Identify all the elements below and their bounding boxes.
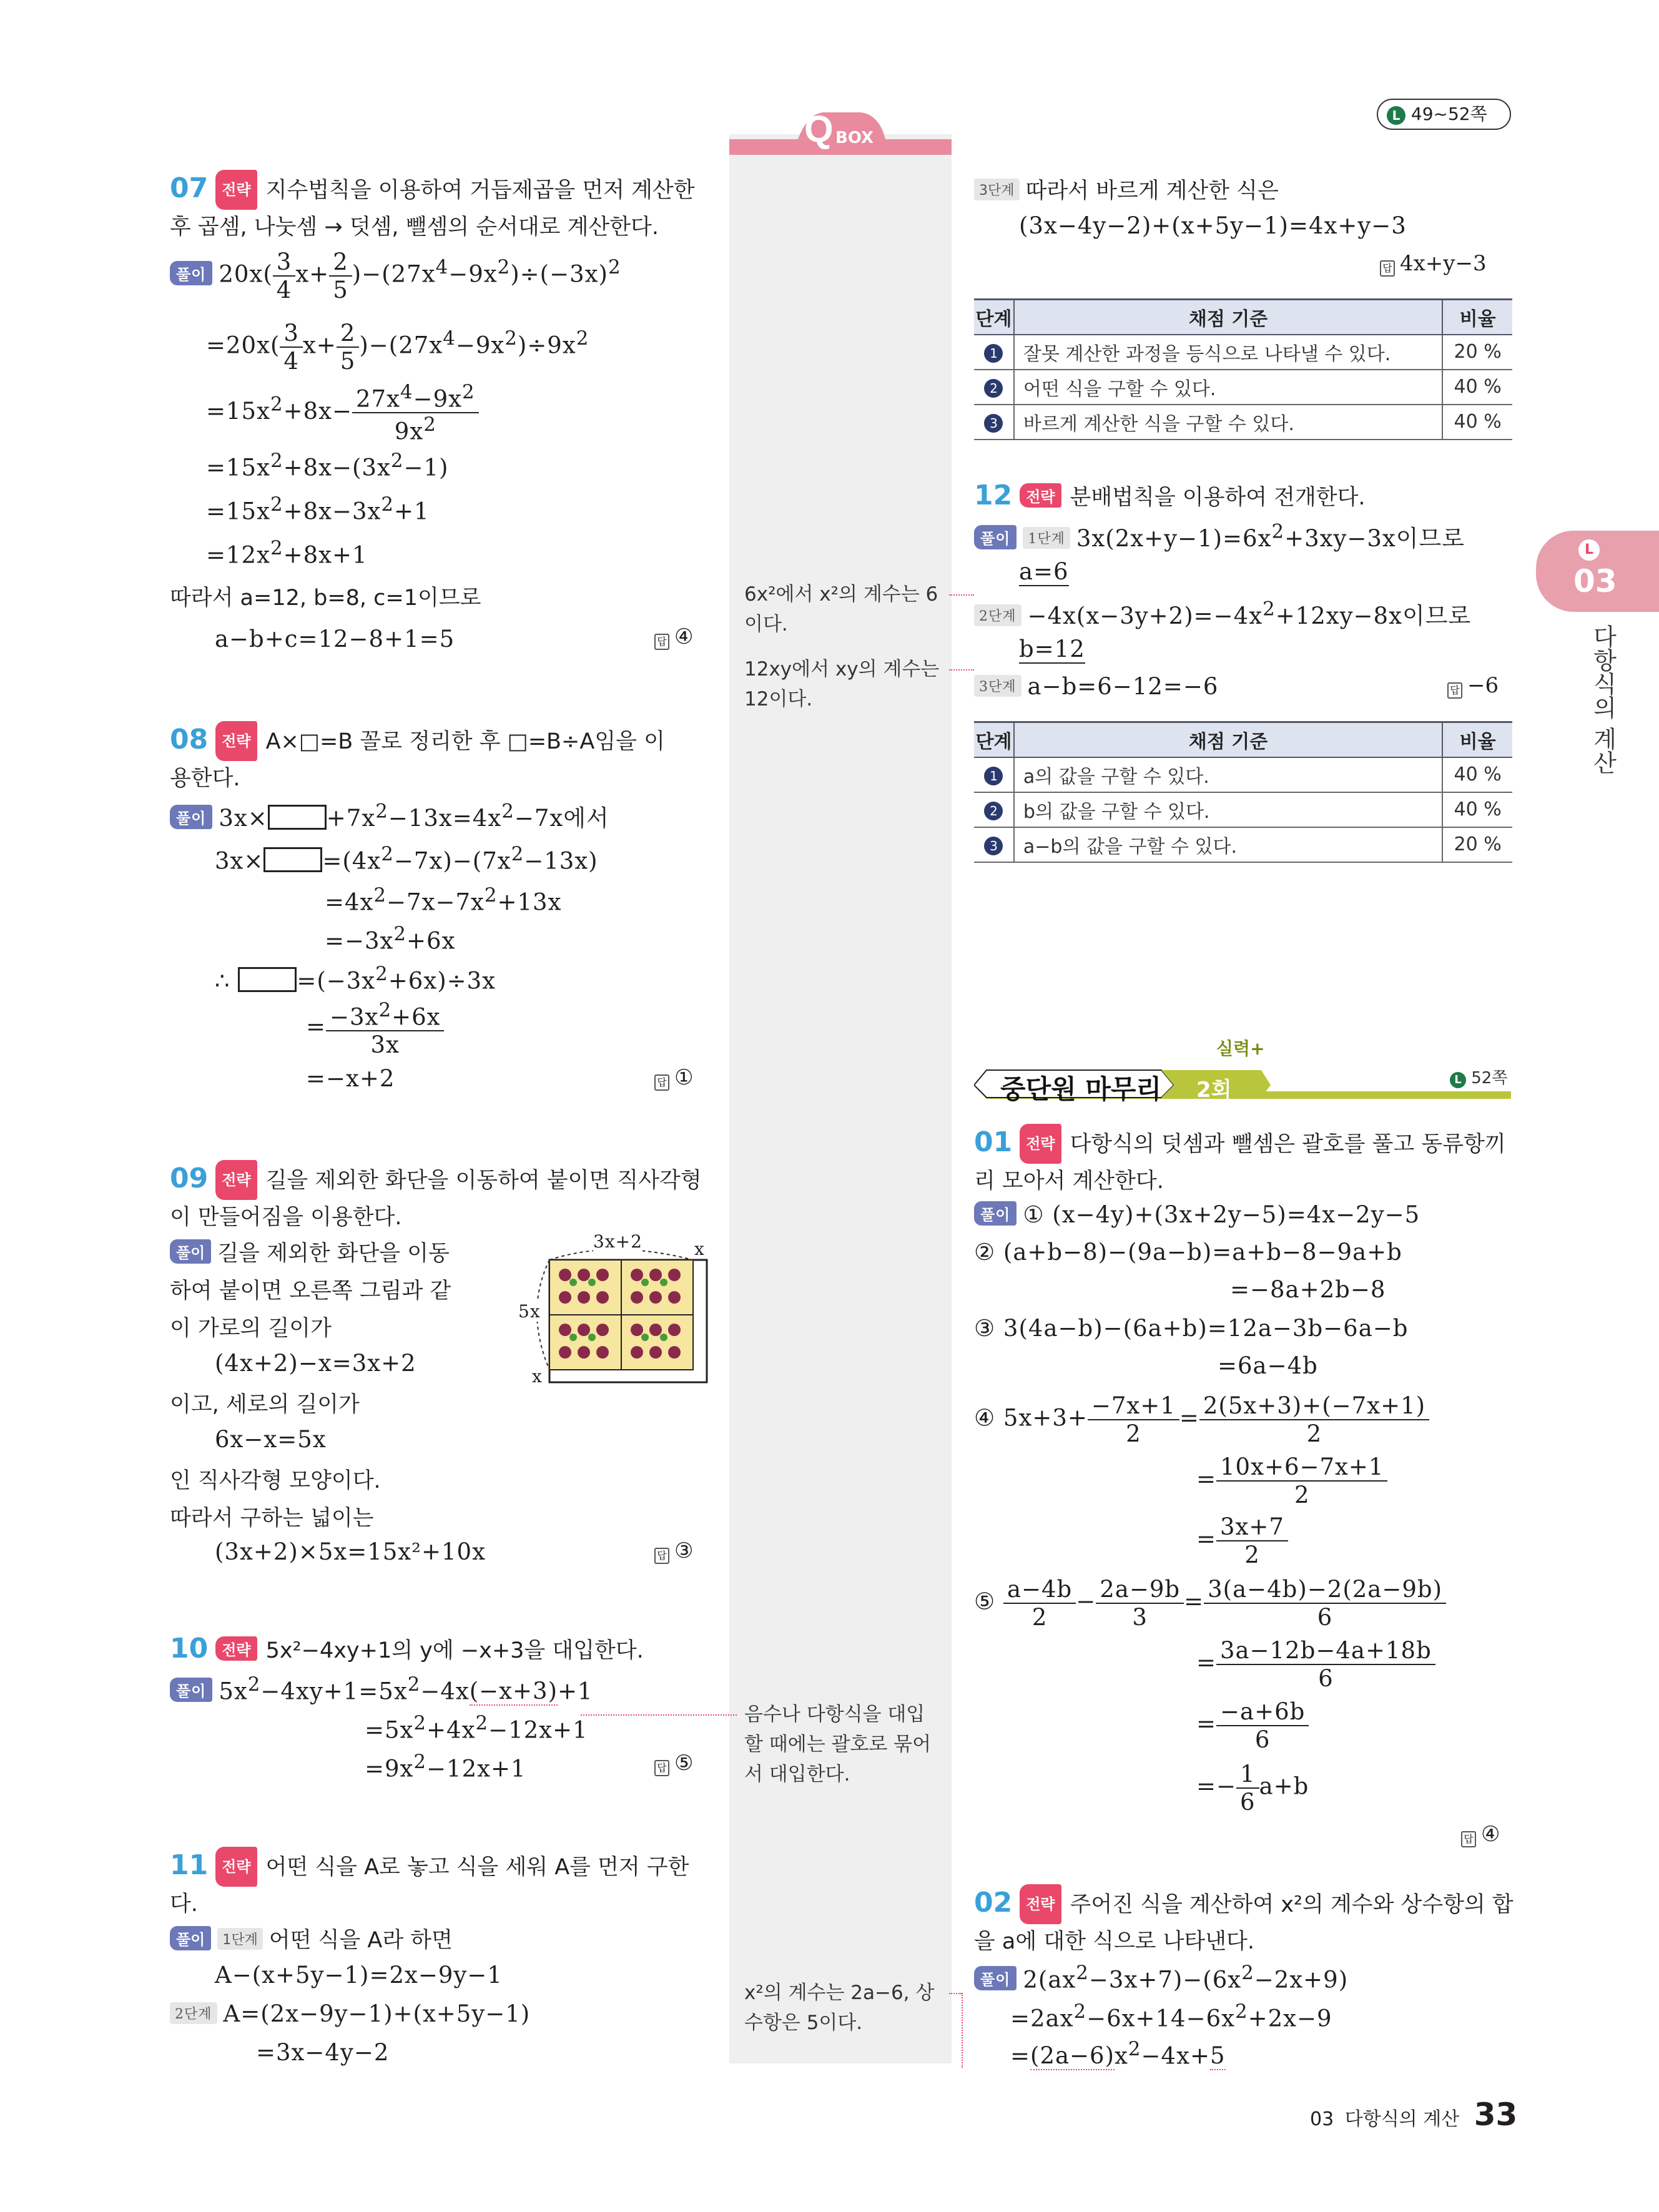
p08-line-4: $=-3x^2+6x$ xyxy=(325,923,456,955)
p07-line-5: $=15x^2+8x-3x^2+1$ xyxy=(206,493,430,525)
s01-line-3: =−8a+2b−8 xyxy=(1230,1276,1386,1303)
strategy-tag: 전략 xyxy=(1020,1124,1061,1164)
table-row: 1 a의 값을 구할 수 있다. 40 % xyxy=(974,757,1512,792)
p08-line-6: = $\frac{-3x^2+6x}{3x}$ xyxy=(306,999,444,1058)
s01-line-12: =− $\frac{1}{6}$ a+b xyxy=(1196,1761,1309,1816)
qbox-note-4: x²의 계수는 2a−6, 상 수항은 5이다. xyxy=(744,1982,935,2034)
p07-line-4: $=15x^2+8x-(3x^2-1)$ xyxy=(206,450,449,481)
p11-step1: 풀이 1단계 어떤 식을 A라 하면 xyxy=(170,1923,453,1954)
s01-line-2: ② (a+b−8)−(9a−b)=a+b−8−9a+b xyxy=(974,1239,1402,1266)
page-number: 33 xyxy=(1474,2096,1518,2133)
qbox-connector xyxy=(962,1993,963,2068)
problem-12: 12 전략 분배법칙을 이용하여 전개한다. xyxy=(974,479,1366,511)
p07-line-3: $=15x^2+8x-$ $\frac{27x^4-9x^2}{9x^2}$ xyxy=(206,381,479,445)
section-page-ref: L 52쪽 xyxy=(1450,1065,1507,1088)
p08-line-7: =−x+2 xyxy=(306,1065,395,1092)
problem-s01: 01 전략 다항식의 덧셈과 뺄셈은 괄호를 풀고 동류항끼 리 모아서 계산한다. xyxy=(974,1124,1512,1199)
p08-line-3: $=4x^2-7x-7x^2+13x$ xyxy=(325,884,562,916)
p07-final: a−b+c=12−8+1=5 xyxy=(215,626,455,652)
s01-line-7: = $\frac{10x+6-7x+1}{2}$ xyxy=(1196,1453,1387,1508)
p12-line-4: b=12 xyxy=(1019,636,1085,662)
garden-diagram xyxy=(518,1236,718,1398)
p12-line-2: a=6 xyxy=(1019,558,1069,585)
answer-icon: 답 xyxy=(654,1760,669,1776)
s01-line-8: = $\frac{3x+7}{2}$ xyxy=(1196,1513,1288,1568)
problem-09: 09 전략 길을 제외한 화단을 이동하여 붙이면 직사각형 이 만들어짐을 이용한다. xyxy=(170,1160,707,1235)
s01-line-4: ③ 3(4a−b)−(6a+b)=12a−3b−6a−b xyxy=(974,1315,1409,1342)
scoring-table-11: 단계 채점 기준 비율 1 잘못 계산한 과정을 등식으로 나타낼 수 있다. 20 % 2 어떤 식을 구할 수 있다. 40 % 3 바르게 계산한 식을 구할 수 있다. 40 % xyxy=(974,298,1512,440)
p10-line-3: $=9x^2-12x+1$ xyxy=(365,1751,526,1782)
problem-08: 08 전략 A×□=B 꼴로 정리한 후 □=B÷A임을 이 용한다. xyxy=(170,721,707,796)
p07-line-1: 풀이 20x( $\frac{3}{4}$ x+ $\frac{2}{5}$ )$-(27x^4-9x^2)\div(-3x)^2$ xyxy=(170,248,621,303)
s01-line-11: = $\frac{-a+6b}{6}$ xyxy=(1196,1698,1309,1753)
p09-figure: 3x+2 x 5x x xyxy=(518,1236,718,1398)
answer-icon: 답 xyxy=(654,1548,669,1564)
solution-tag: 풀이 xyxy=(170,1926,211,1950)
table-row: 3 바르게 계산한 식을 구할 수 있다. 40 % xyxy=(974,405,1512,440)
p07-answer: 답 ④ xyxy=(654,624,693,650)
p09-line-9: (3x+2)×5x=15x²+10x xyxy=(215,1538,486,1565)
p09-line-8: 따라서 구하는 넓이는 xyxy=(170,1506,374,1531)
p11-result: (3x−4y−2)+(x+5y−1)=4x+y−3 xyxy=(1019,212,1407,239)
s01-answer: 답 ④ xyxy=(1461,1822,1500,1847)
table-row: 1 잘못 계산한 과정을 등식으로 나타낼 수 있다. 20 % xyxy=(974,335,1512,370)
qbox-title: Q BOX xyxy=(729,105,952,155)
p07-line-2: =20x( $\frac{3}{4}$ x+ $\frac{2}{5}$ )$-(27x^4-9x^2)\div 9x^2$ xyxy=(206,320,589,375)
answer-icon: 답 xyxy=(1447,682,1462,699)
p10-answer: 답 ⑤ xyxy=(654,1751,693,1776)
qbox-note-1: 6x²에서 x²의 계수는 6 이다. xyxy=(744,583,938,636)
p07-line-6: $=12x^2+8x+1$ xyxy=(206,537,368,569)
solution-tag: 풀이 xyxy=(974,525,1017,549)
qbox-note-2: 12xy에서 xy의 계수는 12이다. xyxy=(744,658,940,710)
p12-line-3: 2단계 $-4x(x-3y+2)=-4x^2+12xy-8x$이므로 xyxy=(974,597,1471,631)
p12-line-1: 풀이 1단계 $3x(2x+y-1)=6x^2+3xy-3x$이므로 xyxy=(974,519,1465,553)
solution-tag: 풀이 xyxy=(170,261,212,285)
chapter-side-tab: L 03 xyxy=(1536,531,1659,612)
solution-tag: 풀이 xyxy=(974,1966,1017,1990)
answer-icon: 답 xyxy=(1380,260,1395,277)
p09-line-4: (4x+2)−x=3x+2 xyxy=(215,1350,416,1377)
strategy-tag: 전략 xyxy=(215,170,257,210)
p09-answer: 답 ③ xyxy=(654,1538,693,1564)
p08-line-1: 풀이 $3x\times +7x^2-13x=4x^2-7x$에서 xyxy=(170,799,609,833)
p11-answer: 답 4x+y−3 xyxy=(1380,251,1487,277)
solution-tag: 풀이 xyxy=(170,805,212,829)
page-footer: 03 다항식의 계산 33 xyxy=(1310,2096,1518,2133)
s01-line-5: =6a−4b xyxy=(1218,1352,1318,1379)
p12-answer: 답 −6 xyxy=(1447,673,1499,699)
lesson-icon: L xyxy=(1578,539,1600,561)
qbox-connector xyxy=(949,1993,962,1994)
problem-07: 07 전략 지수법칙을 이용하여 거듭제곱을 먼저 계산한 후 곱셈, 나눗셈 → 덧셈, 뺄셈의 순서대로 계산한다. xyxy=(170,170,707,245)
table-row: 3 a−b의 값을 구할 수 있다. 20 % xyxy=(974,827,1512,862)
solution-tag: 풀이 xyxy=(974,1201,1017,1226)
lesson-icon: L xyxy=(1450,1072,1466,1088)
p07-conclusion: 따라서 a=12, b=8, c=1이므로 xyxy=(170,586,481,611)
p09-line-6: 6x−x=5x xyxy=(215,1426,327,1453)
strategy-tag: 전략 xyxy=(1020,483,1061,508)
p08-answer: 답 ① xyxy=(654,1065,693,1091)
p10-line-1: 풀이 $5x^2-4xy+1=5x^2-4x(-x+3)+1$ xyxy=(170,1673,593,1704)
p09-line-3: 이 가로의 길이가 xyxy=(170,1316,332,1341)
p11-step3: 3단계 따라서 바르게 계산한 식은 xyxy=(974,174,1279,205)
s02-line-1: 풀이 $2(ax^2-3x+7)-(6x^2-2x+9)$ xyxy=(974,1962,1348,1993)
s02-line-2: $=2ax^2-6x+14-6x^2+2x-9$ xyxy=(1010,2000,1332,2032)
problem-11: 11 전략 어떤 식을 A로 놓고 식을 세워 A를 먼저 구한 다. xyxy=(170,1847,707,1922)
strategy-tag: 전략 xyxy=(1020,1884,1061,1924)
strategy-tag: 전략 xyxy=(215,1160,257,1200)
s01-line-1: 풀이 ① (x−4y)+(3x+2y−5)=4x−2y−5 xyxy=(974,1201,1420,1228)
table-row: 2 b의 값을 구할 수 있다. 40 % xyxy=(974,792,1512,827)
lesson-icon: L xyxy=(1387,106,1405,125)
p08-line-5: ∴ $=(-3x^2+6x)\div 3x$ xyxy=(215,963,496,995)
answer-icon: 답 xyxy=(654,634,669,650)
s02-line-3: $=(2a-6)x^2-4x+5$ xyxy=(1010,2038,1226,2070)
p09-line-2: 하여 붙이면 오른쪽 그림과 같 xyxy=(170,1279,451,1304)
p08-line-2: $3x\times =(4x^2-7x)-(7x^2-13x)$ xyxy=(215,843,598,875)
solution-tag: 풀이 xyxy=(170,1678,212,1702)
p09-line-5: 이고, 세로의 길이가 xyxy=(170,1392,360,1417)
page-ref-badge: L 49~52쪽 xyxy=(1377,99,1511,130)
strategy-tag: 전략 xyxy=(215,721,257,761)
qbox-connector xyxy=(581,1714,737,1716)
section-banner: 중단원 마무리 2회 실력+ L 52쪽 xyxy=(974,1024,1512,1099)
solution-tag: 풀이 xyxy=(170,1239,211,1264)
strategy-tag: 전략 xyxy=(215,1636,257,1661)
problem-s02: 02 전략 주어진 식을 계산하여 x²의 계수와 상수항의 합 을 a에 대한 식으로 나타낸다. xyxy=(974,1884,1512,1959)
p12-line-5: 3단계 a−b=6−12=−6 xyxy=(974,673,1218,700)
qbox-connector xyxy=(949,594,974,596)
p09-line-1: 풀이 길을 제외한 화단을 이동 xyxy=(170,1236,450,1267)
s01-line-9: ⑤ $\frac{a-4b}{2}$ − $\frac{2a-9b}{3}$ = $\frac{3(a-4b)-2(2a-9b)}{6}$ xyxy=(974,1576,1446,1631)
chapter-side-title: 다항식의 계산 xyxy=(1589,624,1617,775)
scoring-table-12: 단계 채점 기준 비율 1 a의 값을 구할 수 있다. 40 % 2 b의 값을 구할 수 있다. 40 % 3 a−b의 값을 구할 수 있다. 20 % xyxy=(974,721,1512,863)
table-row: 2 어떤 식을 구할 수 있다. 40 % xyxy=(974,370,1512,405)
p11-line-2: 2단계 A=(2x−9y−1)+(x+5y−1) xyxy=(170,2000,530,2027)
answer-icon: 답 xyxy=(654,1074,669,1091)
problem-10: 10 전략 5x²−4xy+1의 y에 −x+3을 대입한다. xyxy=(170,1633,644,1664)
p09-line-7: 인 직사각형 모양이다. xyxy=(170,1468,381,1493)
p10-line-2: $=5x^2+4x^2-12x+1$ xyxy=(365,1712,588,1744)
s01-line-10: = $\frac{3a-12b-4a+18b}{6}$ xyxy=(1196,1637,1435,1692)
s01-line-6: ④ 5x+3+ $\frac{-7x+1}{2}$ = $\frac{2(5x+3)+(-7x+1)}{2}$ xyxy=(974,1392,1429,1447)
p11-line-3: =3x−4y−2 xyxy=(256,2039,390,2066)
qbox-connector xyxy=(949,669,974,671)
qbox-note-3: 음수나 다항식을 대입 할 때에는 괄호로 묶어 서 대입한다. xyxy=(744,1703,932,1786)
answer-icon: 답 xyxy=(1461,1831,1476,1847)
strategy-tag: 전략 xyxy=(215,1847,257,1887)
p11-line-1: A−(x+5y−1)=2x−9y−1 xyxy=(215,1962,503,1988)
